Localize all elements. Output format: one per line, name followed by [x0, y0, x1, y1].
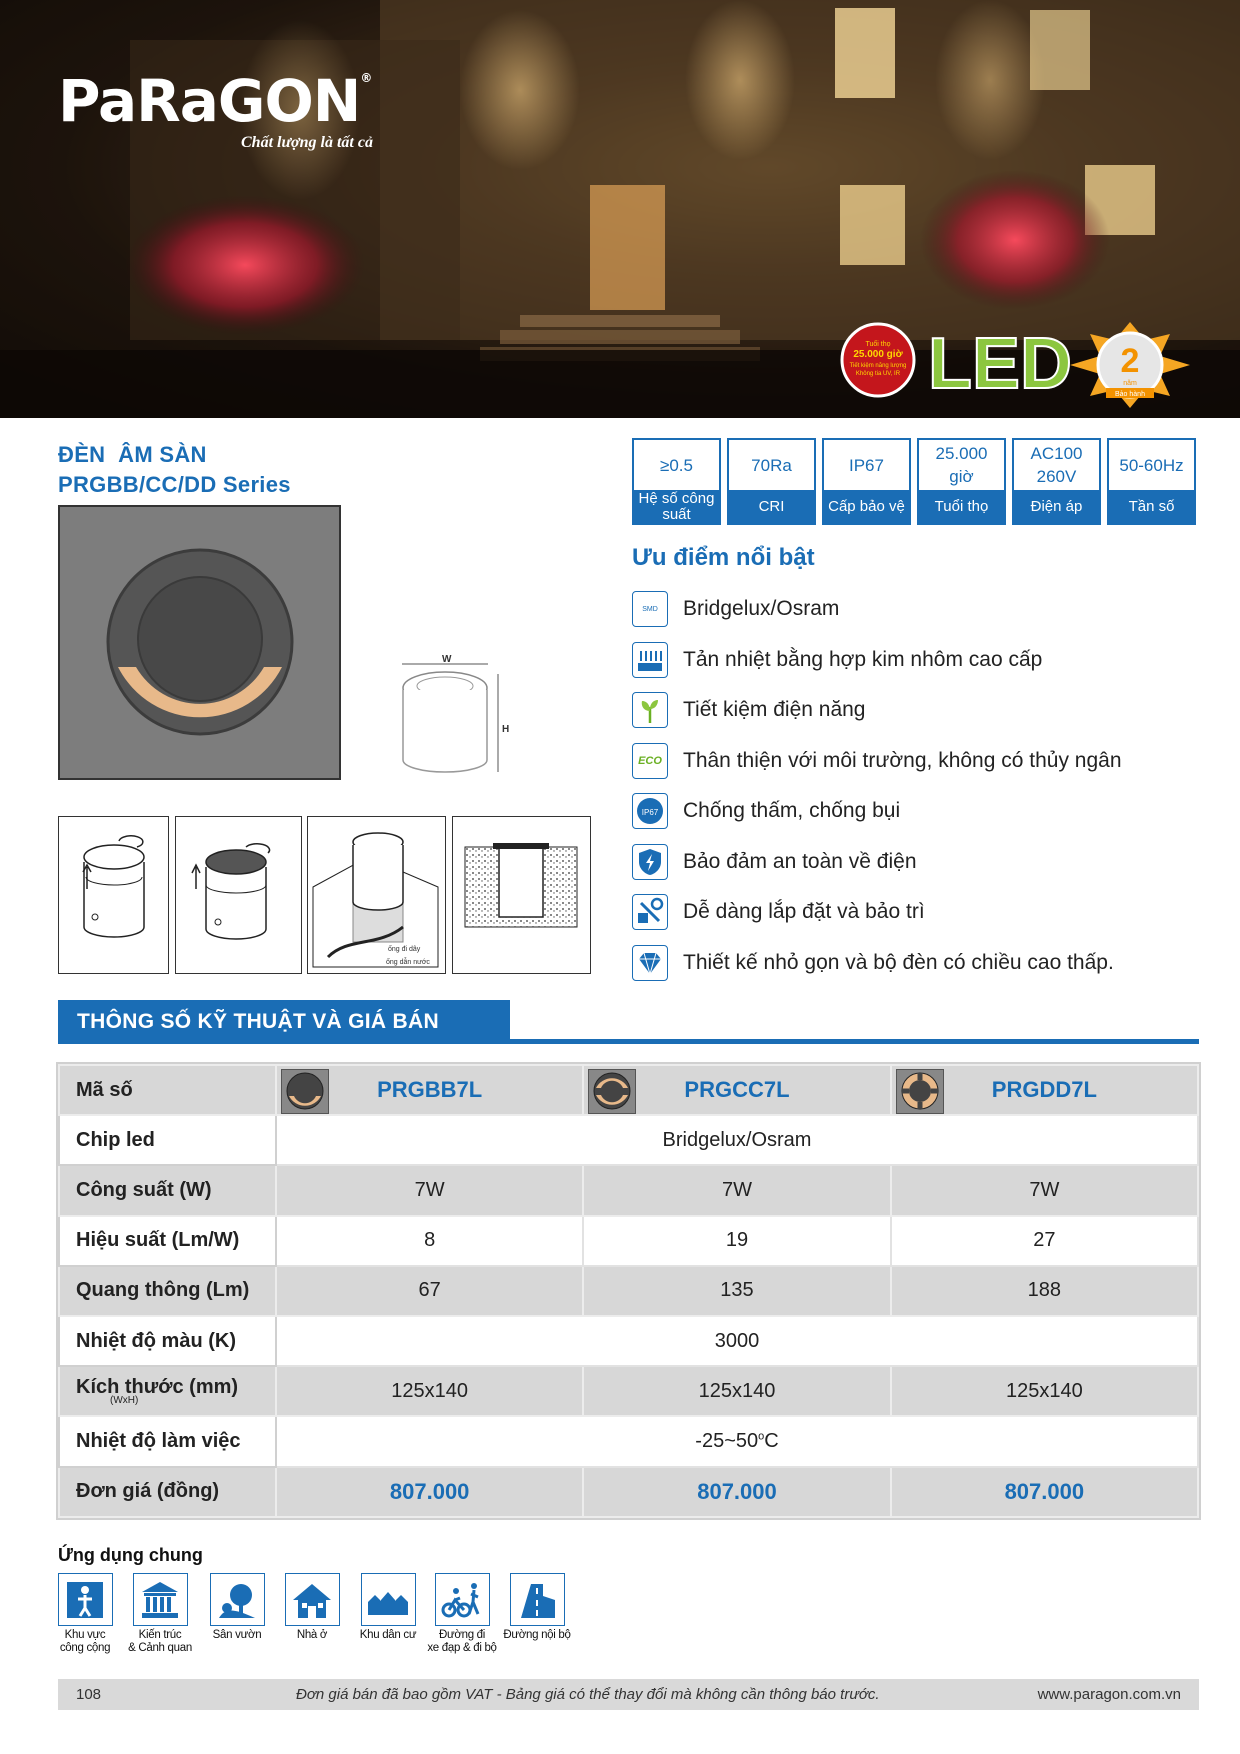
- row-label: Kích thước (mm) (WxH): [59, 1366, 276, 1416]
- heat-sink-icon: [632, 642, 668, 678]
- product-thumb-bb: [281, 1069, 329, 1114]
- table-cell: 7W: [276, 1165, 583, 1215]
- svg-text:Tuổi thọ: Tuổi thọ: [865, 341, 891, 348]
- footer-note: Đơn giá bán đã bao gồm VAT - Bảng giá có thể thay đổi mà không cần thông báo trước.: [296, 1686, 880, 1703]
- svg-text:25.000 giờ: 25.000 giờ: [853, 349, 903, 360]
- app-item: [202, 1573, 272, 1642]
- feature-item: Tiết kiệm điện năng: [632, 685, 1122, 736]
- feature-item: Bảo đảm an toàn về điện: [632, 837, 1122, 888]
- table-row: [59, 1266, 1198, 1316]
- price-cell: 807.000: [891, 1467, 1198, 1517]
- page-number: 108: [76, 1686, 102, 1703]
- app-item: [427, 1573, 497, 1655]
- table-cell: 135: [583, 1266, 890, 1316]
- table-row: [59, 1165, 1198, 1215]
- app-item: [502, 1573, 572, 1642]
- feature-item: IP67 Chống thấm, chống bụi: [632, 786, 1122, 837]
- table-cell: 125x140: [276, 1366, 583, 1416]
- website-link[interactable]: www.paragon.com.vn: [1037, 1686, 1181, 1703]
- install-section-view: [452, 816, 591, 974]
- feature-item: SMD Bridgelux/Osram: [632, 584, 1122, 635]
- install-step-3: [307, 816, 446, 974]
- app-label: Sân vườn: [212, 1629, 262, 1641]
- svg-text:W: W: [442, 654, 452, 665]
- app-item: [277, 1573, 347, 1642]
- advantages-title: Ưu điểm nổi bật: [632, 544, 815, 571]
- svg-text:LED: LED: [928, 324, 1072, 404]
- paragon-logo: PaRaGON®: [58, 67, 372, 135]
- bike-walk-path-icon: [435, 1573, 490, 1626]
- install-step-2: [175, 816, 302, 974]
- brand: [58, 67, 373, 152]
- svg-text:IP67: IP67: [641, 808, 659, 818]
- table-cell: 7W: [891, 1165, 1198, 1215]
- badge-voltage: AC100 260V Điện áp: [1012, 438, 1101, 525]
- badge-frequency: 50-60Hz Tần số: [1107, 438, 1196, 525]
- svg-text:Tiết kiệm năng lượng: Tiết kiệm năng lượng: [849, 363, 907, 369]
- app-label: Khu vực công cộng: [59, 1629, 111, 1654]
- table-cell: 27: [891, 1216, 1198, 1266]
- app-label: Đường nội bộ: [503, 1629, 571, 1641]
- svg-text:Không tia UV, IR: Không tia UV, IR: [855, 371, 901, 377]
- product-series: PRGBB/CC/DD Series: [58, 472, 291, 497]
- diamond-icon: [632, 945, 668, 981]
- table-row: [59, 1115, 1198, 1165]
- row-label: Nhiệt độ làm việc: [59, 1416, 276, 1466]
- badge-lifetime: 25.000 giờ Tuổi thọ: [917, 438, 1006, 525]
- smd-chip-icon: SMD: [632, 591, 668, 627]
- ip67-icon: [632, 793, 668, 829]
- table-cell: -25~50$^o$C: [276, 1416, 1198, 1466]
- page-footer: [58, 1679, 1199, 1710]
- table-cell: 8: [276, 1216, 583, 1266]
- svg-text:2: 2: [1120, 342, 1140, 380]
- internal-road-icon: [510, 1573, 565, 1626]
- row-label: Quang thông (Lm): [59, 1266, 276, 1316]
- feature-item: Thiết kế nhỏ gọn và bộ đèn có chiều cao thấp.: [632, 938, 1122, 989]
- app-label: Khu dân cư: [359, 1629, 417, 1641]
- table-row: [59, 1316, 1198, 1366]
- row-label: Mã số: [59, 1065, 276, 1115]
- table-row: [59, 1065, 1198, 1115]
- house-night-photo: [0, 0, 1240, 418]
- table-row: [59, 1416, 1198, 1466]
- table-cell: 7W: [583, 1165, 890, 1215]
- residential-area-icon: [361, 1573, 416, 1626]
- product-title: [58, 440, 291, 500]
- feature-item: Tản nhiệt bằng hợp kim nhôm cao cấp: [632, 635, 1122, 686]
- product-thumb-cc: [588, 1069, 636, 1114]
- product-category: ĐÈN ÂM SÀN: [58, 442, 207, 467]
- row-sublabel: (WxH): [110, 1395, 139, 1407]
- table-cell: 125x140: [891, 1366, 1198, 1416]
- row-label: Đơn giá (đồng): [59, 1467, 276, 1517]
- product-thumb-dd: [896, 1069, 944, 1114]
- table-cell: 3000: [276, 1316, 1198, 1366]
- model-cell: PRGCC7L: [583, 1065, 890, 1115]
- table-cell: 188: [891, 1266, 1198, 1316]
- row-label: Chip led: [59, 1115, 276, 1165]
- public-area-icon: [58, 1573, 113, 1626]
- table-cell: 19: [583, 1216, 890, 1266]
- model-cell: PRGBB7L: [276, 1065, 583, 1115]
- app-item: [353, 1573, 423, 1642]
- badge-power-factor: ≥0.5 Hệ số công suất: [632, 438, 721, 525]
- architecture-icon: [133, 1573, 188, 1626]
- app-label: Nhà ở: [296, 1629, 328, 1641]
- feature-item: Dễ dàng lắp đặt và bảo trì: [632, 887, 1122, 938]
- svg-text:H: H: [502, 724, 510, 735]
- table-row: [59, 1216, 1198, 1266]
- badge-protection: IP67 Cấp bảo vệ: [822, 438, 911, 525]
- app-item: [50, 1573, 120, 1655]
- row-label: Nhiệt độ màu (K): [59, 1316, 276, 1366]
- energy-saving-icon: [632, 692, 668, 728]
- electric-safety-icon: [632, 844, 668, 880]
- advantages-list: [632, 584, 1122, 988]
- svg-text:năm: năm: [1123, 380, 1137, 387]
- svg-text:ống đi dây: ống đi dây: [388, 946, 421, 953]
- app-label: Kiến trúc & Cảnh quan: [128, 1629, 192, 1654]
- table-cell: Bridgelux/Osram: [276, 1115, 1198, 1165]
- spec-price-table: [58, 1064, 1199, 1518]
- dimension-drawing: [390, 650, 520, 780]
- app-label: Đường đi xe đạp & đi bộ: [427, 1629, 497, 1654]
- installation-tools-icon: [632, 894, 668, 930]
- hero-banner: [0, 0, 1240, 418]
- model-cell: PRGDD7L: [891, 1065, 1198, 1115]
- spec-badges: [632, 438, 1196, 525]
- price-cell: 807.000: [583, 1467, 890, 1517]
- applications-title: Ứng dụng chung: [58, 1545, 203, 1565]
- table-row: [59, 1366, 1198, 1416]
- brand-slogan: Chất lượng là tất cả: [241, 134, 373, 151]
- badge-cri: 70Ra CRI: [727, 438, 816, 525]
- table-cell: 125x140: [583, 1366, 890, 1416]
- eco-icon: ECO: [632, 743, 668, 779]
- svg-text:ống dẫn nước: ống dẫn nước: [386, 959, 430, 966]
- house-icon: [285, 1573, 340, 1626]
- svg-text:Bảo hành: Bảo hành: [1115, 391, 1145, 398]
- table-cell: 67: [276, 1266, 583, 1316]
- feature-item: ECO Thân thiện với môi trường, không có thủy ngân: [632, 736, 1122, 787]
- table-row: [59, 1467, 1198, 1517]
- product-main-photo: [58, 505, 341, 780]
- section-title: THÔNG SỐ KỸ THUẬT VÀ GIÁ BÁN: [58, 1000, 510, 1044]
- app-item: [125, 1573, 195, 1655]
- row-label: Công suất (W): [59, 1165, 276, 1215]
- row-label: Hiệu suất (Lm/W): [59, 1216, 276, 1266]
- install-step-1: [58, 816, 169, 974]
- price-cell: 807.000: [276, 1467, 583, 1517]
- garden-icon: [210, 1573, 265, 1626]
